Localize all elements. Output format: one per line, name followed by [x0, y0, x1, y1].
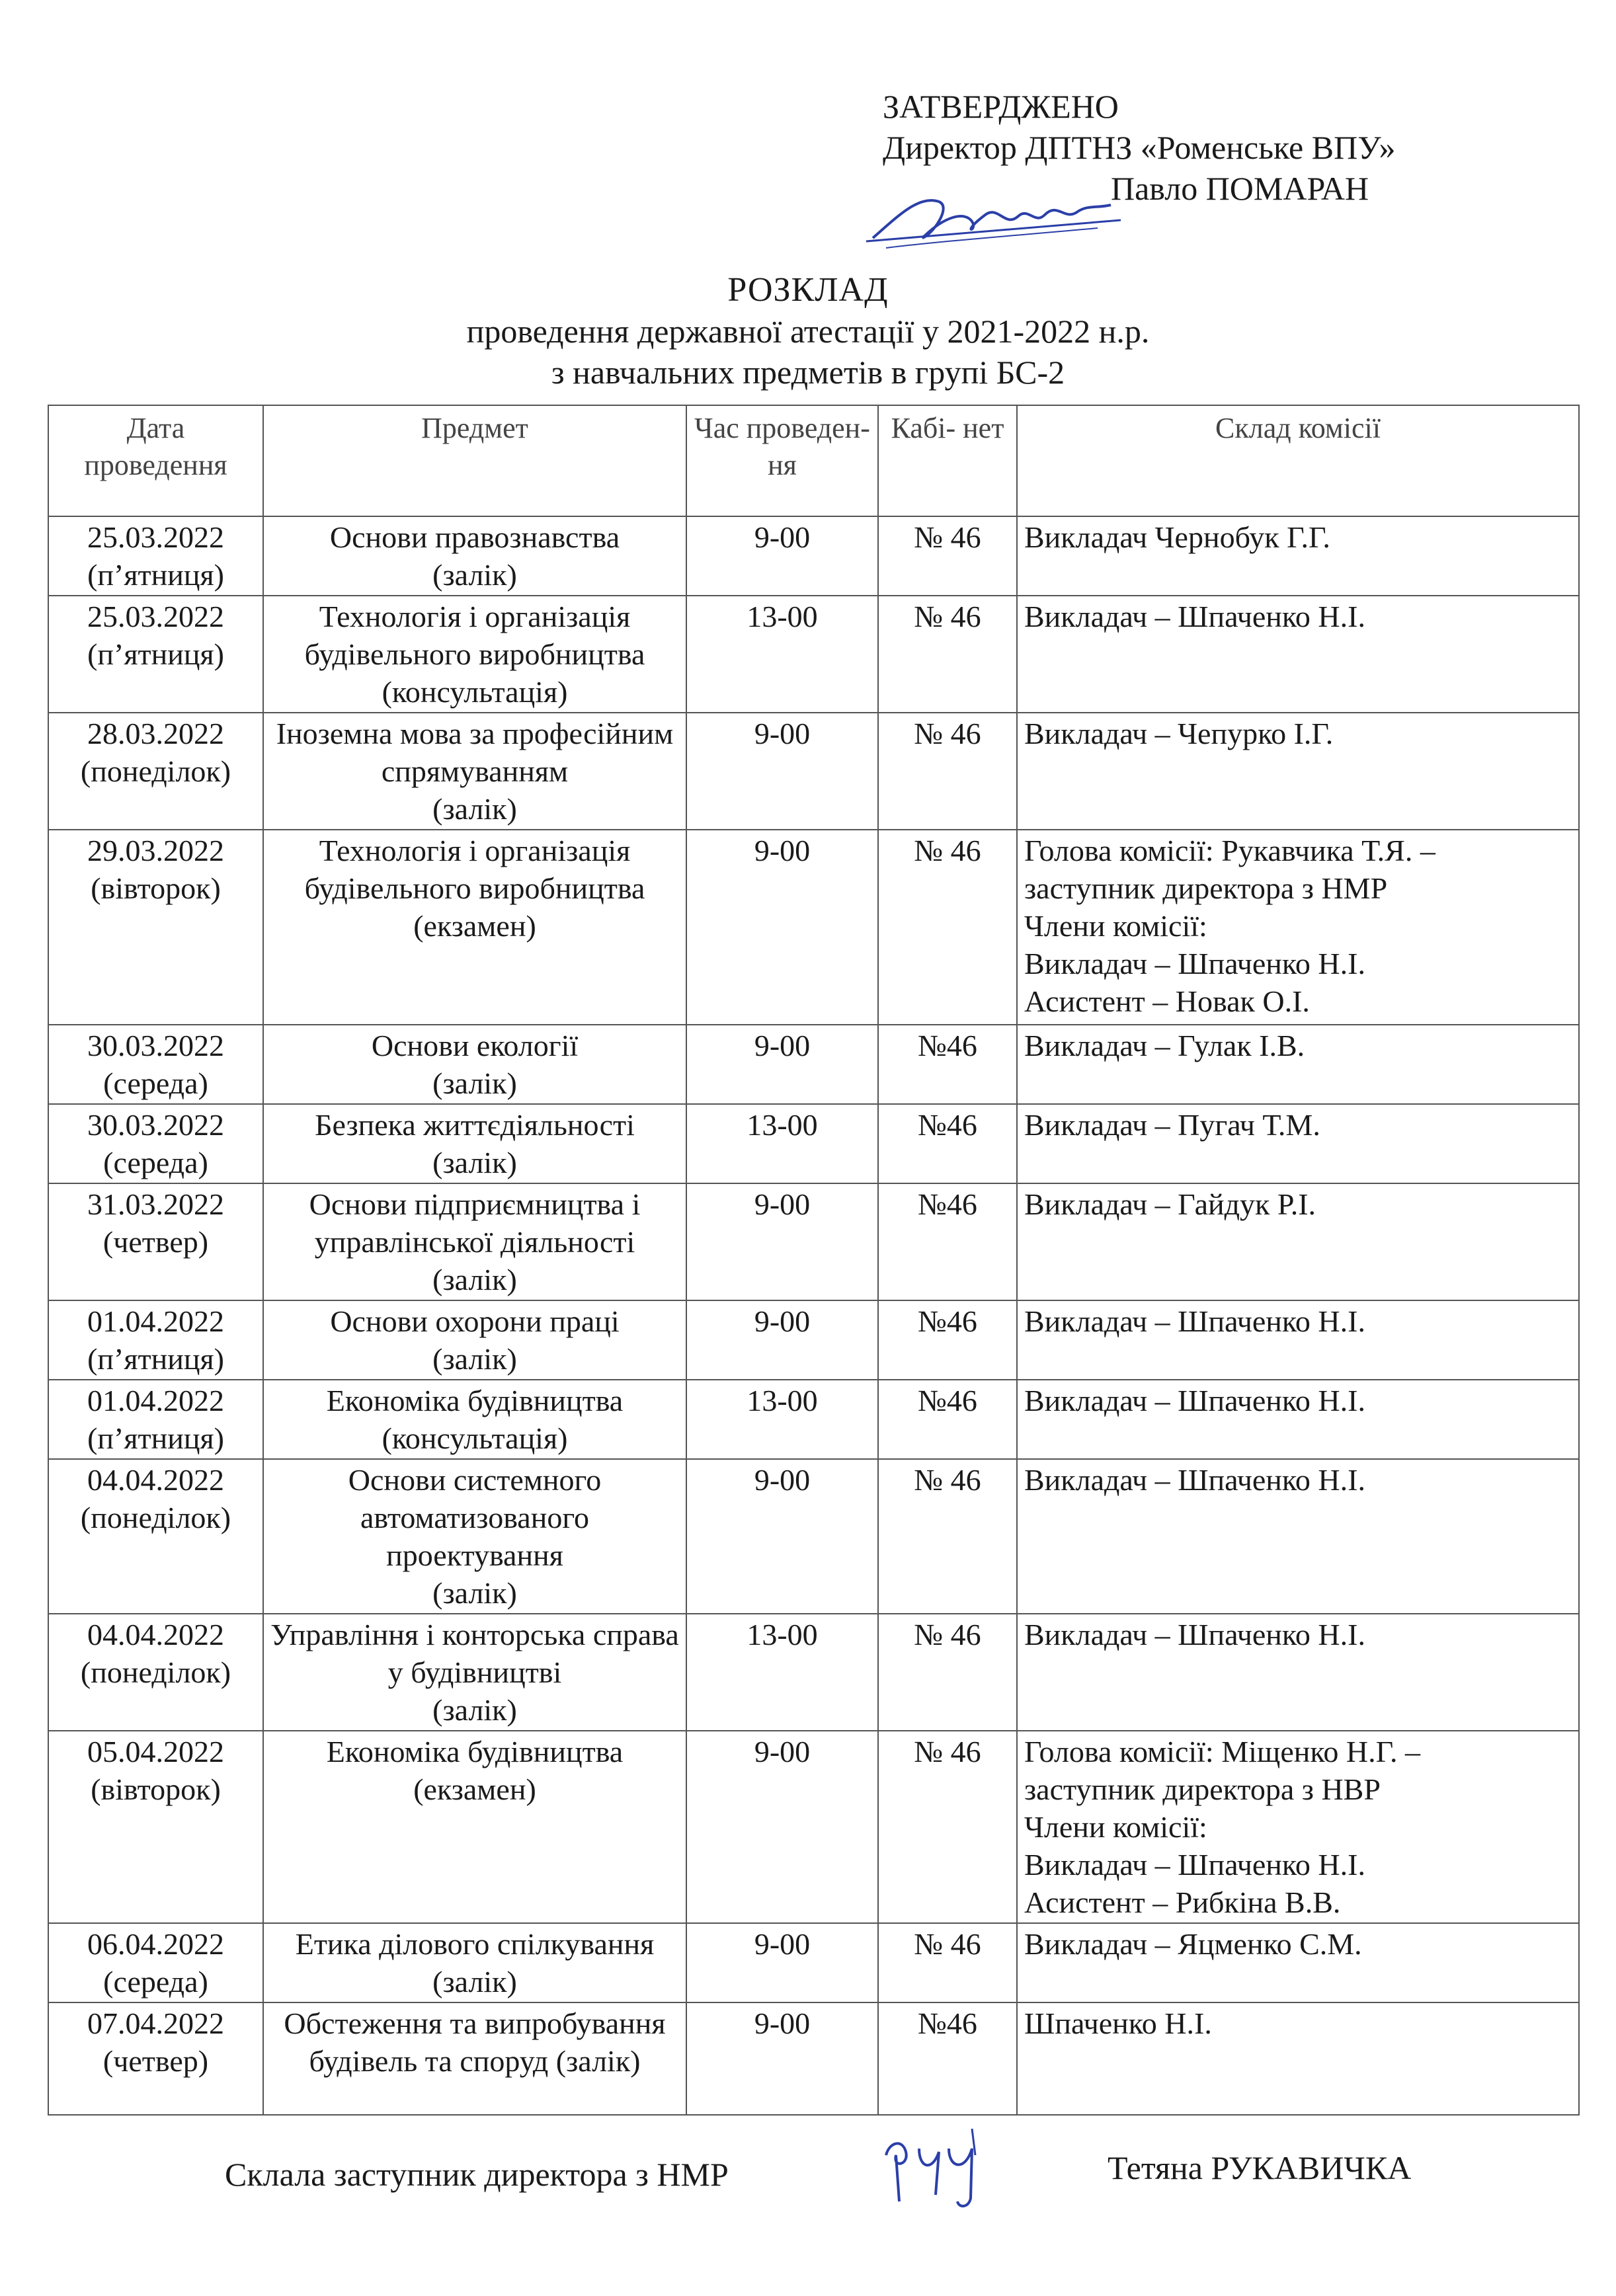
- header-subject: Предмет: [263, 405, 686, 516]
- cell-subject: [263, 1183, 686, 1300]
- day-of-week: (п’ятниця): [87, 1342, 224, 1376]
- cell-date: [48, 1731, 263, 1923]
- compiled-by: Склала заступник директора з НМР: [225, 2156, 729, 2193]
- date-value: 30.03.2022: [87, 1108, 224, 1142]
- date-value: 01.04.2022: [87, 1384, 224, 1417]
- title-heading: РОЗКЛАД: [727, 271, 889, 309]
- subject-name: Етика ділового спілкування: [295, 1927, 655, 1961]
- cell-subject: [263, 830, 686, 1025]
- commission-line: Викладач – Шпаченко Н.І.: [1024, 1304, 1365, 1338]
- assessment-type: (залік): [432, 558, 517, 592]
- day-of-week: (понеділок): [80, 1655, 231, 1689]
- cell-commission: [1017, 1614, 1579, 1731]
- cell-time: 9-00: [686, 1459, 878, 1614]
- cell-time: 9-00: [686, 713, 878, 830]
- day-of-week: (п’ятниця): [87, 637, 224, 671]
- commission-line: Викладач – Гайдук Р.І.: [1024, 1187, 1316, 1221]
- date-value: 05.04.2022: [87, 1735, 224, 1768]
- schedule-rows: [48, 516, 1579, 2115]
- cell-subject: [263, 516, 686, 596]
- assessment-type: (залік): [432, 1342, 517, 1376]
- cell-time: 9-00: [686, 1300, 878, 1380]
- title-group: з навчальних предметів в групі БС-2: [551, 354, 1065, 391]
- date-value: 07.04.2022: [87, 2006, 224, 2040]
- commission-line: Викладач – Чепурко І.Г.: [1024, 717, 1334, 750]
- commission-line: Викладач – Пугач Т.М.: [1024, 1108, 1320, 1142]
- cell-date: [48, 1104, 263, 1183]
- cell-subject: [263, 713, 686, 830]
- cell-commission: [1017, 1025, 1579, 1104]
- cell-date: [48, 516, 263, 596]
- cell-room: № 46: [878, 1614, 1017, 1731]
- assessment-type: (залік): [432, 1576, 517, 1610]
- cell-time: 9-00: [686, 830, 878, 1025]
- cell-commission: [1017, 516, 1579, 596]
- subject-name: Основи правознавства: [329, 520, 620, 554]
- cell-time: 9-00: [686, 1923, 878, 2002]
- assessment-type: (залік): [432, 1965, 517, 1999]
- subject-name: Технологія і організація будівельного виробництва: [304, 834, 645, 905]
- cell-commission: [1017, 1731, 1579, 1923]
- cell-room: № 46: [878, 713, 1017, 830]
- cell-date: [48, 1459, 263, 1614]
- approval-heading: ЗАТВЕРДЖЕНО: [883, 88, 1119, 125]
- cell-room: № 46: [878, 1731, 1017, 1923]
- table-row: [48, 1614, 1579, 1731]
- footer: [0, 2142, 1616, 2221]
- deputy-signature: [873, 2116, 998, 2215]
- subject-name: Економіка будівництва: [326, 1384, 624, 1417]
- cell-room: №46: [878, 1104, 1017, 1183]
- table-row: [48, 1183, 1579, 1300]
- subject-name: Обстеження та випробування будівель та споруд (залік): [284, 2006, 666, 2078]
- subject-name: Економіка будівництва: [326, 1735, 624, 1768]
- cell-commission: [1017, 1104, 1579, 1183]
- commission-line: Викладач – Шпаченко Н.І.: [1024, 1384, 1365, 1417]
- date-value: 01.04.2022: [87, 1304, 224, 1338]
- cell-room: № 46: [878, 830, 1017, 1025]
- cell-room: №46: [878, 1380, 1017, 1459]
- date-value: 28.03.2022: [87, 717, 224, 750]
- table-row: [48, 830, 1579, 1025]
- cell-subject: [263, 1923, 686, 2002]
- table-row: [48, 1025, 1579, 1104]
- date-value: 30.03.2022: [87, 1029, 224, 1062]
- table-row: [48, 2002, 1579, 2115]
- commission-line: Асистент – Новак О.І.: [1024, 984, 1310, 1018]
- cell-date: [48, 830, 263, 1025]
- title-subheading: проведення державної атестації у 2021-2022 н.р.: [466, 313, 1150, 350]
- cell-room: №46: [878, 1025, 1017, 1104]
- approval-name: Павло ПОМАРАН: [1111, 170, 1369, 207]
- date-value: 04.04.2022: [87, 1618, 224, 1651]
- cell-commission: [1017, 713, 1579, 830]
- commission-line: Викладач – Шпаченко Н.І.: [1024, 1848, 1365, 1881]
- cell-room: №46: [878, 2002, 1017, 2115]
- day-of-week: (понеділок): [80, 1501, 231, 1534]
- commission-line: Викладач Чернобук Г.Г.: [1024, 520, 1330, 554]
- header-room: Кабі- нет: [878, 405, 1017, 516]
- cell-time: 13-00: [686, 1380, 878, 1459]
- date-value: 04.04.2022: [87, 1463, 224, 1497]
- assessment-type: (залік): [432, 1066, 517, 1100]
- header-date: Дата проведення: [48, 405, 263, 516]
- date-value: 25.03.2022: [87, 520, 224, 554]
- cell-date: [48, 1300, 263, 1380]
- day-of-week: (п’ятниця): [87, 1421, 224, 1455]
- cell-subject: [263, 1614, 686, 1731]
- assessment-type: (залік): [432, 1693, 517, 1727]
- cell-room: №46: [878, 1300, 1017, 1380]
- assessment-type: (екзамен): [413, 909, 536, 943]
- subject-name: Управління і конторська справа у будівництві: [270, 1618, 679, 1689]
- commission-line: Викладач – Шпаченко Н.І.: [1024, 600, 1365, 633]
- date-value: 29.03.2022: [87, 834, 224, 867]
- cell-time: 9-00: [686, 1731, 878, 1923]
- assessment-type: (консультація): [382, 1421, 568, 1455]
- day-of-week: (понеділок): [80, 754, 231, 788]
- approval-position: Директор ДПТНЗ «Роменське ВПУ»: [883, 129, 1396, 166]
- day-of-week: (вівторок): [91, 1772, 221, 1806]
- table-header-row: [48, 405, 1579, 516]
- cell-subject: [263, 596, 686, 713]
- cell-commission: [1017, 1923, 1579, 2002]
- commission-line: Асистент – Рибкіна В.В.: [1024, 1885, 1341, 1919]
- cell-date: [48, 713, 263, 830]
- commission-line: Викладач – Яцменко С.М.: [1024, 1927, 1362, 1961]
- commission-line: Викладач – Шпаченко Н.І.: [1024, 947, 1365, 980]
- commission-line: Викладач – Шпаченко Н.І.: [1024, 1618, 1365, 1651]
- date-value: 31.03.2022: [87, 1187, 224, 1221]
- subject-name: Основи охорони праці: [330, 1304, 620, 1338]
- assessment-type: (залік): [432, 792, 517, 826]
- table-row: [48, 1300, 1579, 1380]
- table-row: [48, 713, 1579, 830]
- table-row: [48, 596, 1579, 713]
- day-of-week: (п’ятниця): [87, 558, 224, 592]
- cell-time: 13-00: [686, 1614, 878, 1731]
- cell-date: [48, 1614, 263, 1731]
- table-row: [48, 1731, 1579, 1923]
- date-value: 25.03.2022: [87, 600, 224, 633]
- cell-commission: [1017, 1300, 1579, 1380]
- cell-commission: [1017, 1459, 1579, 1614]
- cell-subject: [263, 1104, 686, 1183]
- cell-date: [48, 1923, 263, 2002]
- subject-name: Іноземна мова за професійним спрямуванням: [276, 717, 674, 788]
- commission-line: Викладач – Гулак І.В.: [1024, 1029, 1305, 1062]
- table-row: [48, 516, 1579, 596]
- cell-room: № 46: [878, 596, 1017, 713]
- header-time: Час проведен- ня: [686, 405, 878, 516]
- cell-subject: [263, 2002, 686, 2115]
- assessment-type: (залік): [432, 1263, 517, 1296]
- cell-room: № 46: [878, 1923, 1017, 2002]
- cell-room: № 46: [878, 516, 1017, 596]
- cell-commission: [1017, 830, 1579, 1025]
- cell-commission: [1017, 2002, 1579, 2115]
- day-of-week: (середа): [103, 1965, 208, 1999]
- assessment-type: (залік): [432, 1146, 517, 1179]
- commission-line: Шпаченко Н.І.: [1024, 2006, 1212, 2040]
- cell-date: [48, 1183, 263, 1300]
- cell-subject: [263, 1025, 686, 1104]
- document-title: [0, 270, 1616, 393]
- subject-name: Безпека життєдіяльності: [315, 1108, 635, 1142]
- commission-line: Члени комісії:: [1024, 909, 1207, 943]
- day-of-week: (четвер): [102, 1225, 209, 1259]
- cell-room: №46: [878, 1183, 1017, 1300]
- cell-commission: [1017, 1380, 1579, 1459]
- cell-time: 9-00: [686, 1183, 878, 1300]
- cell-time: 9-00: [686, 516, 878, 596]
- cell-time: 9-00: [686, 2002, 878, 2115]
- table-row: [48, 1380, 1579, 1459]
- cell-time: 13-00: [686, 1104, 878, 1183]
- subject-name: Основи підприємництва і управлінської діяльності: [309, 1187, 641, 1259]
- subject-name: Технологія і організація будівельного виробництва: [304, 600, 645, 671]
- cell-room: № 46: [878, 1459, 1017, 1614]
- subject-name: Основи системного автоматизованого проектування: [348, 1463, 602, 1572]
- cell-commission: [1017, 1183, 1579, 1300]
- commission-line: Голова комісії: Рукавчика Т.Я. –: [1024, 834, 1435, 867]
- commission-line: Викладач – Шпаченко Н.І.: [1024, 1463, 1365, 1497]
- commission-line: Голова комісії: Міщенко Н.Г. –: [1024, 1735, 1420, 1768]
- assessment-type: (екзамен): [413, 1772, 536, 1806]
- table-row: [48, 1104, 1579, 1183]
- day-of-week: (вівторок): [91, 871, 221, 905]
- day-of-week: (середа): [103, 1146, 208, 1179]
- header-commission: Склад комісії: [1017, 405, 1579, 516]
- cell-date: [48, 1380, 263, 1459]
- cell-subject: [263, 1731, 686, 1923]
- cell-date: [48, 2002, 263, 2115]
- cell-date: [48, 1025, 263, 1104]
- assessment-type: (консультація): [382, 675, 568, 709]
- table-row: [48, 1923, 1579, 2002]
- subject-name: Основи екології: [371, 1029, 579, 1062]
- commission-line: заступник директора з НВР: [1024, 1772, 1381, 1806]
- cell-commission: [1017, 596, 1579, 713]
- cell-time: 9-00: [686, 1025, 878, 1104]
- schedule-table: [48, 405, 1580, 2116]
- table-row: [48, 1459, 1579, 1614]
- day-of-week: (четвер): [102, 2044, 209, 2078]
- commission-line: заступник директора з НМР: [1024, 871, 1388, 905]
- day-of-week: (середа): [103, 1066, 208, 1100]
- compiled-by-name: Тетяна РУКАВИЧКА: [1108, 2149, 1412, 2186]
- director-signature: [860, 175, 1124, 261]
- cell-time: 13-00: [686, 596, 878, 713]
- cell-subject: [263, 1300, 686, 1380]
- cell-date: [48, 596, 263, 713]
- cell-subject: [263, 1459, 686, 1614]
- commission-line: Члени комісії:: [1024, 1810, 1207, 1844]
- date-value: 06.04.2022: [87, 1927, 224, 1961]
- cell-subject: [263, 1380, 686, 1459]
